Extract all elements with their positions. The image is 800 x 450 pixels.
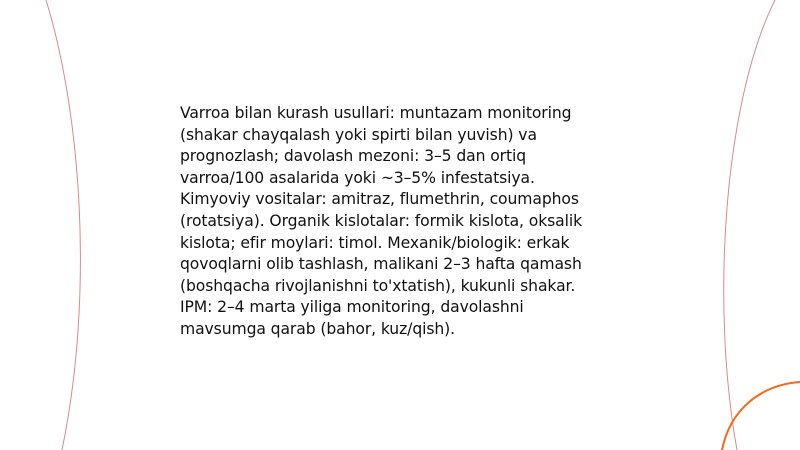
bottom-right-accent-arc bbox=[722, 382, 800, 450]
slide-body-text: Varroa bilan kurash usullari: muntazam monitoring (shakar chayqalash yoki spirti bilan yuvish) va prognozlash; davolash mezoni: 3–5 dan ortiq varroa/100 asalarida yoki ~3–5% infestatsiya. Kimyoviy vositalar: amitraz, flumethrin, coumaphos (rotatsiya). Organik kislotalar: formik kislota, oksalik kislota; efir moylari: timol. Mexanik/biologik: erkak qovoqlarni olib tashlash, malikani 2–3 hafta qamash (boshqacha rivojlanishni to'xtatish), kukunli shakar. IPM: 2–4 marta yiliga monitoring, davolashni mavsumga qarab (bahor, kuz/qish). bbox=[180, 104, 583, 338]
left-thin-arc bbox=[46, 0, 80, 450]
right-thin-arc bbox=[724, 0, 775, 450]
